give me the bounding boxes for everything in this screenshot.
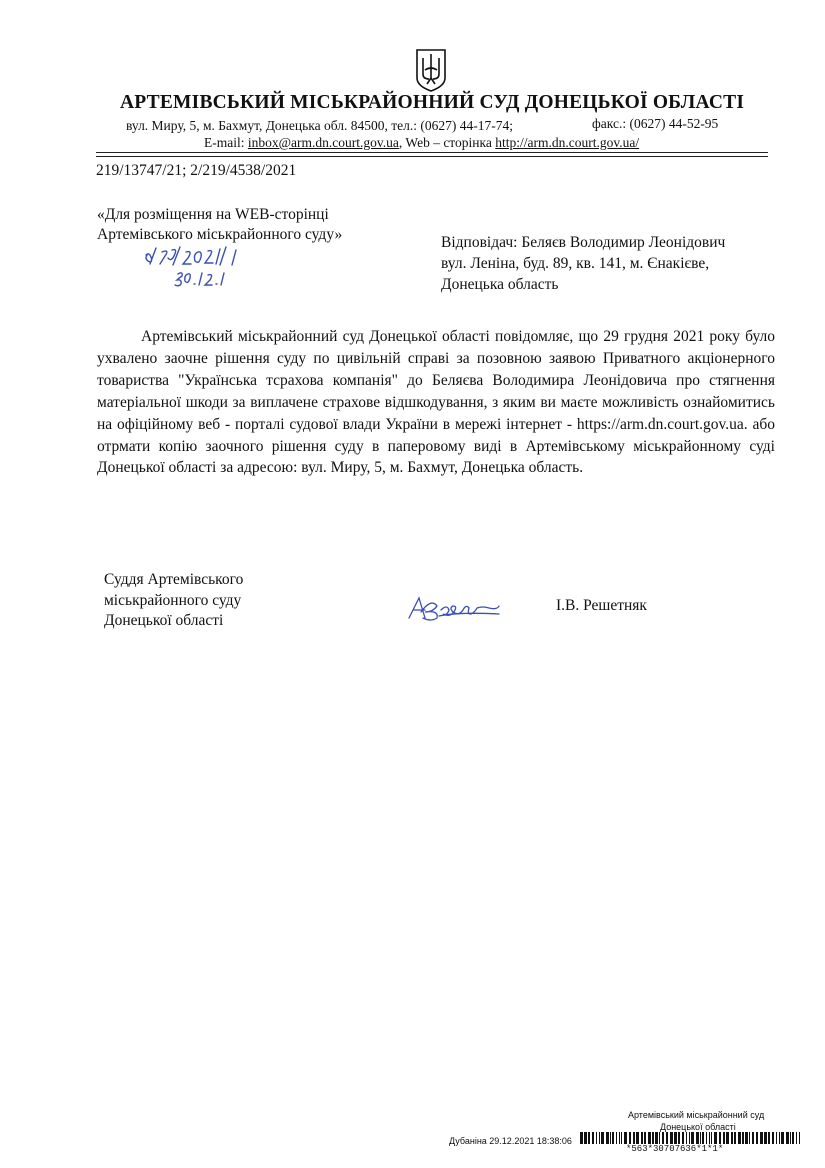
court-title: АРТЕМІВСЬКИЙ МІСЬКРАЙОННИЙ СУД ДОНЕЦЬКОЇ ОБЛАСТІ: [120, 92, 745, 113]
case-numbers: 219/13747/21; 2/219/4538/2021: [96, 162, 297, 179]
barcode-bar: [706, 1132, 707, 1144]
barcode-bar: [799, 1132, 800, 1144]
barcode-bar: [619, 1132, 620, 1144]
barcode-bar: [655, 1132, 658, 1144]
barcode-bar: [726, 1132, 729, 1144]
barcode-bar: [768, 1132, 770, 1144]
barcode-bar: [648, 1132, 651, 1144]
stamp-region: Донецької області: [660, 1122, 736, 1132]
handwritten-registration-note: [140, 244, 250, 288]
barcode-bar: [682, 1132, 684, 1144]
barcode-bar: [689, 1132, 690, 1144]
barcode-bar: [745, 1132, 748, 1144]
barcode-bar: [696, 1132, 699, 1144]
barcode-bar: [588, 1132, 590, 1144]
barcode-bar: [723, 1132, 725, 1144]
recipient-address: вул. Леніна, буд. 89, кв. 141, м. Єнакієве,: [441, 255, 710, 272]
barcode-bar: [752, 1132, 754, 1144]
recipient-block: [441, 232, 725, 295]
barcode-bar: [612, 1132, 614, 1144]
barcode-bar: [772, 1132, 774, 1144]
stamp-code: *563*30707636*1*1*: [626, 1144, 724, 1154]
barcode-bar: [584, 1132, 587, 1144]
header-divider: [96, 152, 768, 153]
signer-title-line: міськрайонного суду: [104, 591, 242, 609]
barcode-bar: [731, 1132, 733, 1144]
signer-title-line: Донецької області: [104, 612, 224, 629]
stamp-datetime: Дубаніна 29.12.2021 18:38:06: [449, 1136, 572, 1146]
barcode-bar: [786, 1132, 789, 1144]
barcode-bar: [779, 1132, 780, 1144]
barcode-bar: [652, 1132, 654, 1144]
barcode-bar: [636, 1132, 639, 1144]
barcode-bar: [659, 1132, 660, 1144]
barcode-bar: [662, 1132, 664, 1144]
barcode-bar: [719, 1132, 721, 1144]
barcode-bar: [596, 1132, 597, 1144]
email-link[interactable]: inbox@arm.dn.court.gov.ua: [247, 135, 399, 150]
barcode-bar: [790, 1132, 791, 1144]
barcode-bar: [670, 1132, 673, 1144]
barcode-bar: [764, 1132, 767, 1144]
trident-icon: [414, 48, 448, 92]
barcode-bar: [756, 1132, 758, 1144]
email-label: E-mail:: [204, 135, 248, 150]
barcode-bar: [674, 1132, 677, 1144]
recipient-name: Відповідач: Беляєв Володимир Леонідович: [441, 234, 726, 251]
web-link[interactable]: http://arm.dn.court.gov.ua/: [495, 135, 640, 150]
barcode-bar: [738, 1132, 741, 1144]
court-fax: факс.: (0627) 44-52-95: [592, 116, 719, 131]
placement-note: [97, 205, 342, 245]
barcode-bar: [734, 1132, 736, 1144]
recipient-region: Донецька область: [441, 276, 559, 293]
barcode-bar: [686, 1132, 687, 1144]
barcode-bar: [709, 1132, 710, 1144]
barcode-bar: [580, 1132, 583, 1144]
barcode-bar: [629, 1132, 631, 1144]
barcode-bar: [678, 1132, 680, 1144]
barcode-bar: [711, 1132, 712, 1144]
barcode-bar: [601, 1132, 604, 1144]
barcode-bar: [641, 1132, 643, 1144]
barcode: [580, 1132, 802, 1144]
barcode-bar: [616, 1132, 617, 1144]
barcode-bar: [606, 1132, 609, 1144]
barcode-bar: [666, 1132, 668, 1144]
barcode-bar: [776, 1132, 777, 1144]
signer-name: І.В. Решетняк: [556, 597, 647, 614]
barcode-bar: [702, 1132, 704, 1144]
barcode-bar: [760, 1132, 763, 1144]
barcode-bar: [599, 1132, 600, 1144]
barcode-bar: [792, 1132, 794, 1144]
barcode-bar: [592, 1132, 594, 1144]
signer-title-line: Суддя Артемівського: [104, 571, 244, 588]
barcode-bar: [781, 1132, 784, 1144]
barcode-bar: [621, 1132, 622, 1144]
barcode-bar: [749, 1132, 750, 1144]
signer-title: [104, 570, 243, 632]
court-contacts: [204, 135, 639, 151]
web-label: , Web – сторінка: [398, 135, 496, 150]
barcode-bar: [624, 1132, 627, 1144]
barcode-bar: [742, 1132, 744, 1144]
stamp-organization: Артемівський міськрайонний суд: [628, 1110, 765, 1120]
barcode-bar: [633, 1132, 635, 1144]
placement-note-line: «Для розміщення на WEB-сторінці: [97, 206, 329, 223]
barcode-bar: [796, 1132, 797, 1144]
signature: [405, 592, 509, 626]
court-address: вул. Миру, 5, м. Бахмут, Донецька обл. 84500, тел.: (0627) 44-17-74;: [126, 118, 514, 133]
placement-note-line: Артемівського міськрайонного суду»: [97, 226, 343, 243]
barcode-bar: [700, 1132, 701, 1144]
barcode-bar: [644, 1132, 646, 1144]
barcode-bar: [691, 1132, 694, 1144]
header-divider-thick: [96, 156, 768, 157]
barcode-bar: [714, 1132, 717, 1144]
barcode-bar: [610, 1132, 611, 1144]
notice-body: Артемівський міськрайонний суд Донецької області повідомляє, що 29 грудня 2021 року було ухвалено заочне рішення суду по цивільній справі за позовною заявою Приватного акціонерного товариства "Українська тсрахова компанія" до Беляєва Володимира Леонідовича про стягнення матеріальної шкоди за виплачене страхове відшкодування, з яким ви маєте можливість ознайомитись на офіційному веб - порталі судової влади України в мережі інтернет - https://arm.dn.court.gov.ua. або отрмати копію заочного рішення суду в паперовому виді в Артемівському міськрайонному суді Донецької області за адресою: вул. Миру, 5, м. Бахмут, Донецька область.: [97, 328, 775, 477]
